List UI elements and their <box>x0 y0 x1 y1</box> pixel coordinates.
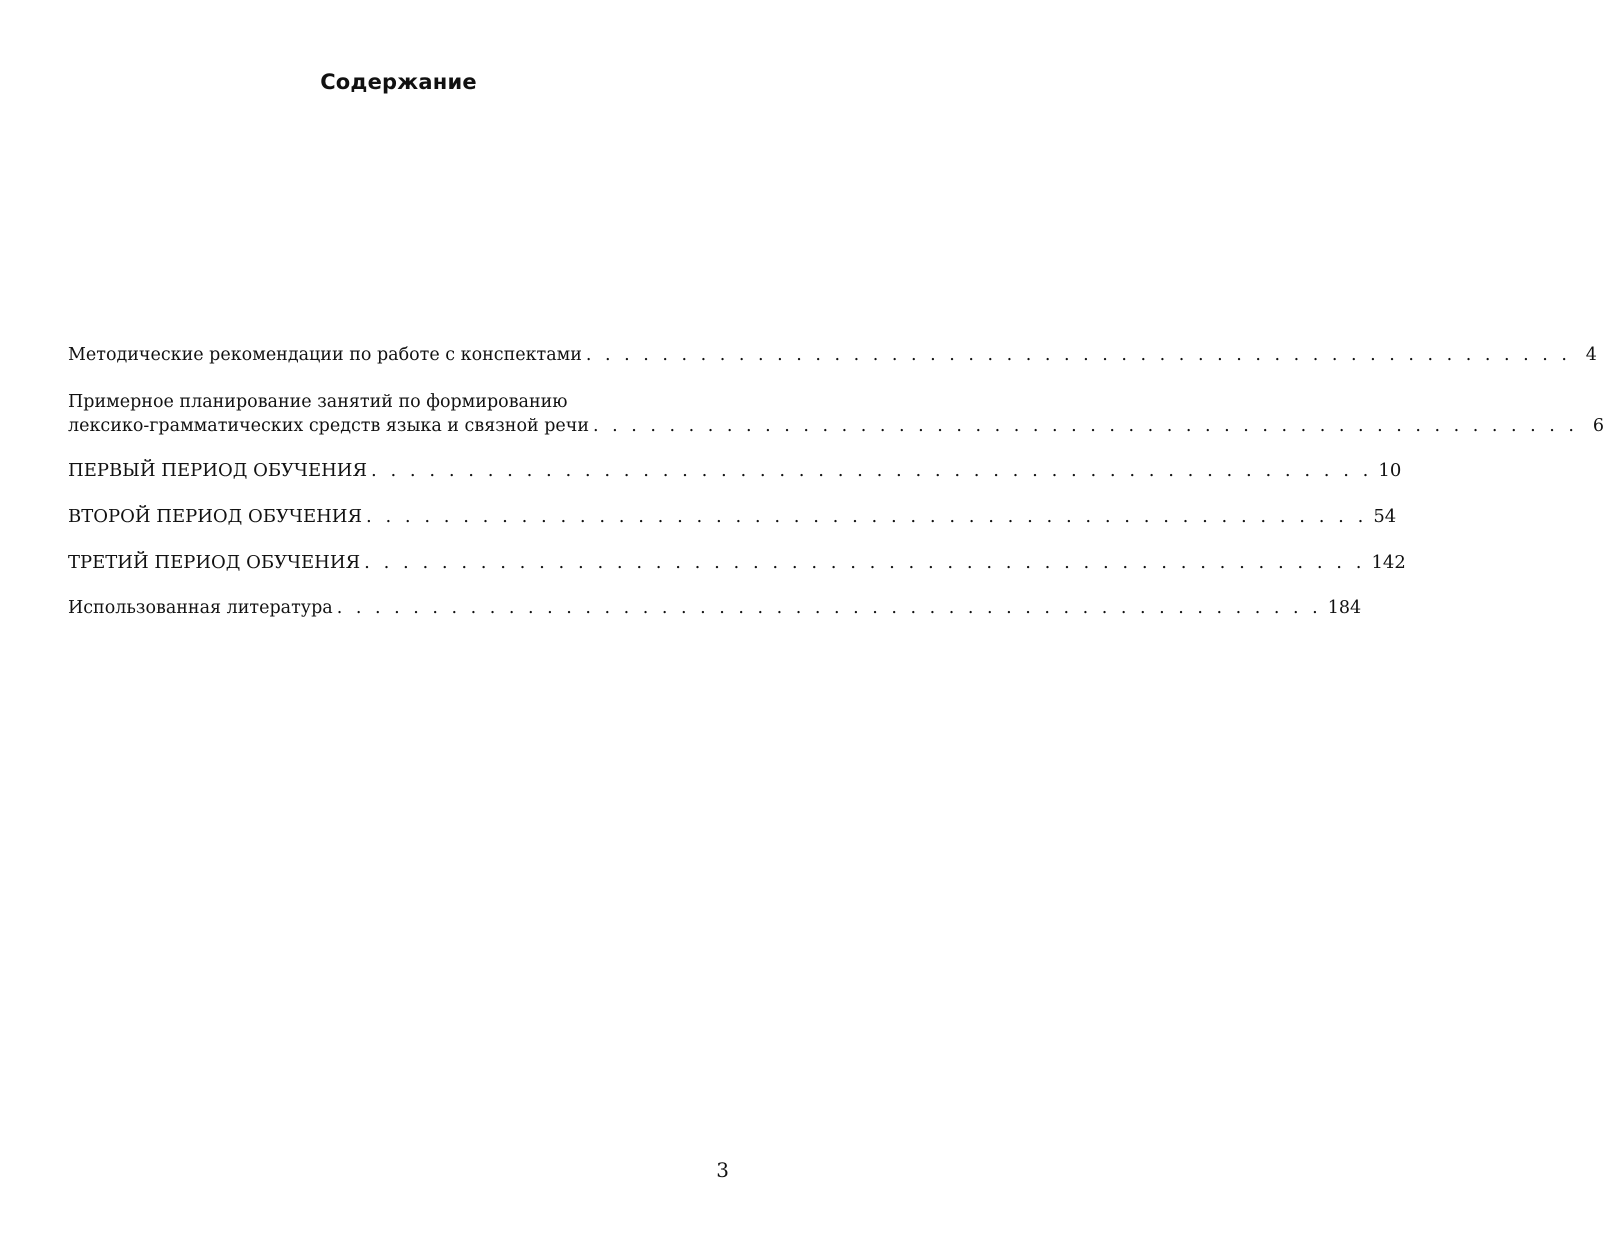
toc-leader-dots: . . . . . . . . . . . . . . . . . . . . . . . . . . . . . . . . . . . . . . . . . . . . . . . . . . . . <box>336 598 1322 618</box>
toc-entry-page: 184 <box>1327 598 1362 618</box>
toc-entry-planning[interactable] <box>68 390 1604 438</box>
toc-leader-dots: . . . . . . . . . . . . . . . . . . . . . . . . . . . . . . . . . . . . . . . . . . . . . . . . . . . . <box>371 460 1373 481</box>
toc-leader-dots: . . . . . . . . . . . . . . . . . . . . . . . . . . . . . . . . . . . . . . . . . . . . . . . . . . . . <box>593 416 1578 436</box>
toc-entry-label: ВТОРОЙ ПЕРИОД ОБУЧЕНИЯ <box>68 506 363 527</box>
toc-entry-page: 6 <box>1592 416 1604 436</box>
toc-entry-page: 10 <box>1378 460 1402 481</box>
toc-entry-label-line2: лексико-грамматических средств языка и связной речи <box>68 416 589 436</box>
toc-leader-dots: . . . . . . . . . . . . . . . . . . . . . . . . . . . . . . . . . . . . . . . . . . . . . . . . . . . . <box>364 552 1366 573</box>
toc-entry-literature[interactable] <box>68 596 1362 620</box>
toc-entry-label: ПЕРВЫЙ ПЕРИОД ОБУЧЕНИЯ <box>68 460 368 481</box>
toc-entry-third-period[interactable] <box>68 551 1406 575</box>
toc-entry-label: Использованная литература <box>68 598 333 618</box>
page-number: 3 <box>716 1158 729 1182</box>
toc-leader-dots: . . . . . . . . . . . . . . . . . . . . . . . . . . . . . . . . . . . . . . . . . . . . . . . . . . . . <box>585 345 1571 365</box>
toc-entry-methodology[interactable] <box>68 343 1597 367</box>
toc-entry-label: Методические рекомендации по работе с конспектами <box>68 345 582 365</box>
toc-leader-dots: . . . . . . . . . . . . . . . . . . . . . . . . . . . . . . . . . . . . . . . . . . . . . . . . . . . . <box>366 506 1368 527</box>
toc-entry-page: 54 <box>1373 506 1397 527</box>
toc-entry-label-line1: Примерное планирование занятий по формированию <box>68 392 568 412</box>
page-title: Содержание <box>320 70 477 94</box>
toc-entry-second-period[interactable] <box>68 505 1397 529</box>
toc-entry-page: 4 <box>1585 345 1597 365</box>
toc-entry-page: 142 <box>1371 552 1406 573</box>
toc-entry-label: ТРЕТИЙ ПЕРИОД ОБУЧЕНИЯ <box>68 552 361 573</box>
toc-entry-first-period[interactable] <box>68 459 1402 483</box>
